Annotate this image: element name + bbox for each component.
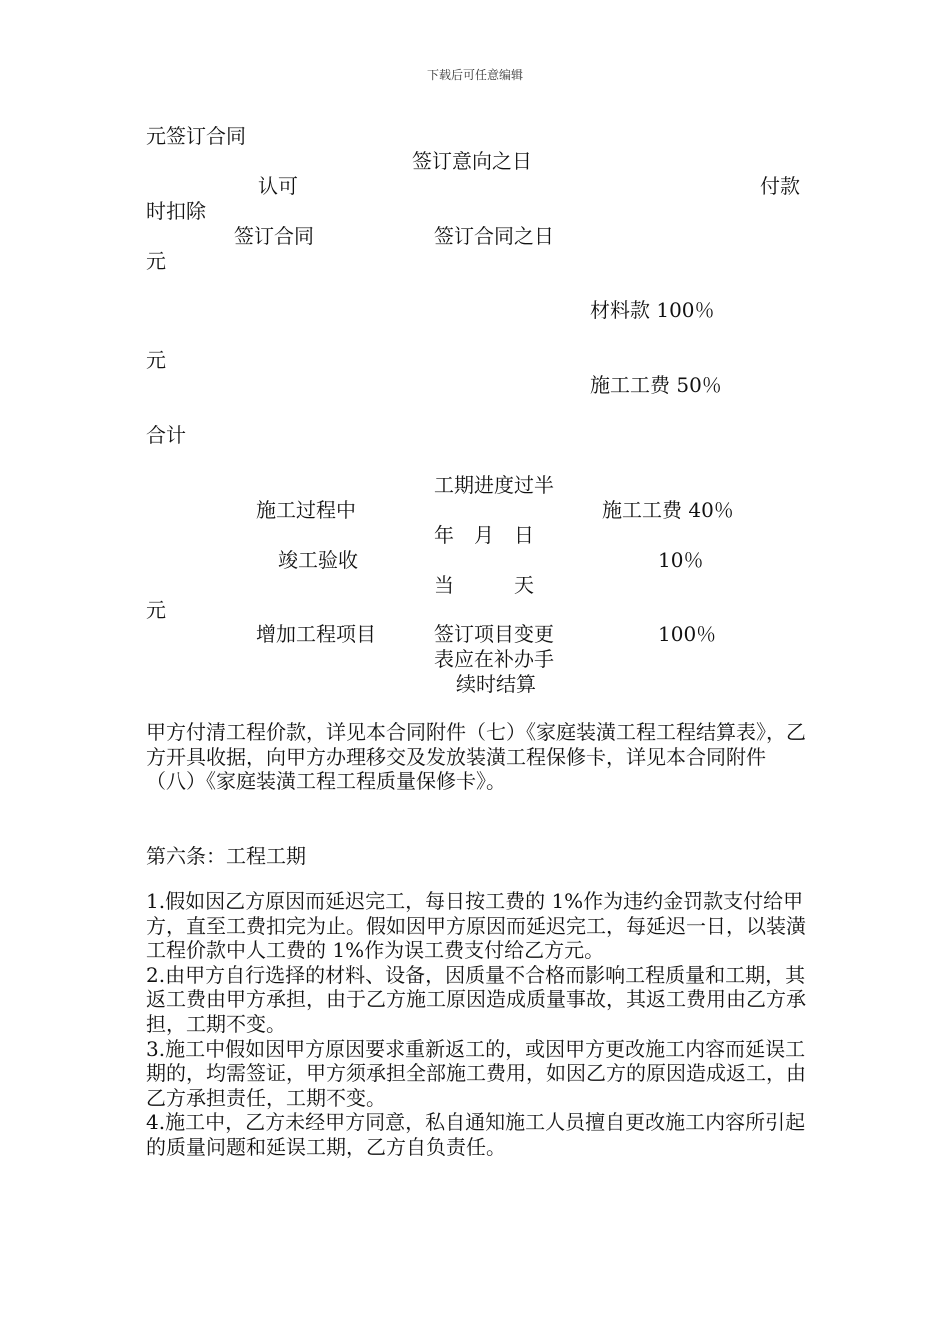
table-cell: 合计	[146, 423, 186, 447]
page-header: 下载后可任意编辑	[426, 68, 523, 82]
table-cell: 元	[146, 348, 166, 372]
clause-item: 1.假如因乙方原因而延迟完工，每日按工费的 1%作为违约金罚款支付给甲方，直至工费扣完为止。假如因甲方原因而延迟完工，每延迟一日，以装潢工程价款中人工费的 1%作为误工费支付给乙方元。	[146, 889, 806, 963]
clause-item: 2.由甲方自行选择的材料、设备，因质量不合格而影响工程质量和工期，其返工费由甲方承担，由于乙方施工原因造成质量事故，其返工费用由乙方承担，工期不变。	[146, 962, 806, 1036]
table-cell: 施工工费 40％	[602, 498, 734, 522]
clause-item: 4.施工中，乙方未经甲方同意，私自通知施工人员擅自更改施工内容所引起的质量问题和延误工期，乙方自负责任。	[146, 1110, 806, 1159]
table-cell: 续时结算	[456, 672, 536, 696]
table-cell: 材料款 100％	[590, 298, 715, 322]
table-cell: 表应在补办手	[434, 647, 554, 671]
table-cell: 工期进度过半	[434, 473, 554, 497]
table-cell: 时扣除	[146, 199, 206, 223]
table-cell: 元签订合同	[146, 124, 246, 148]
article-title: 第六条：工程工期	[146, 844, 306, 868]
table-cell: 签订项目变更	[434, 622, 554, 646]
table-cell: 签订合同之日	[434, 224, 554, 248]
table-cell: 施工过程中	[256, 498, 356, 522]
clause-item: 3.施工中假如因甲方原因要求重新返工的，或因甲方更改施工内容而延误工期的，均需签证，甲方须承担全部施工费用，如因乙方的原因造成返工，由乙方承担责任，工期不变。	[146, 1036, 806, 1110]
table-cell: 签订合同	[234, 224, 314, 248]
table-cell: 竣工验收	[278, 548, 358, 572]
table-cell: 签订意向之日	[412, 149, 532, 173]
table-cell: 认可	[258, 174, 298, 198]
table-cell: 10％	[658, 548, 704, 572]
settlement-paragraph: 甲方付清工程价款，详见本合同附件（七）《家庭装潢工程工程结算表》，乙方开具收据，向甲方办理移交及发放装潢工程保修卡，详见本合同附件（八）《家庭装潢工程工程质量保修卡》。	[146, 720, 806, 794]
table-cell: 施工工费 50％	[590, 373, 722, 397]
table-cell: 付款	[760, 174, 800, 198]
table-cell: 元	[146, 598, 166, 622]
table-cell: 当 天	[434, 573, 534, 597]
table-cell: 增加工程项目	[256, 622, 376, 646]
clause-list	[146, 889, 806, 1160]
table-cell: 年 月 日	[434, 523, 534, 547]
table-cell: 元	[146, 249, 166, 273]
table-cell: 100％	[658, 622, 717, 646]
